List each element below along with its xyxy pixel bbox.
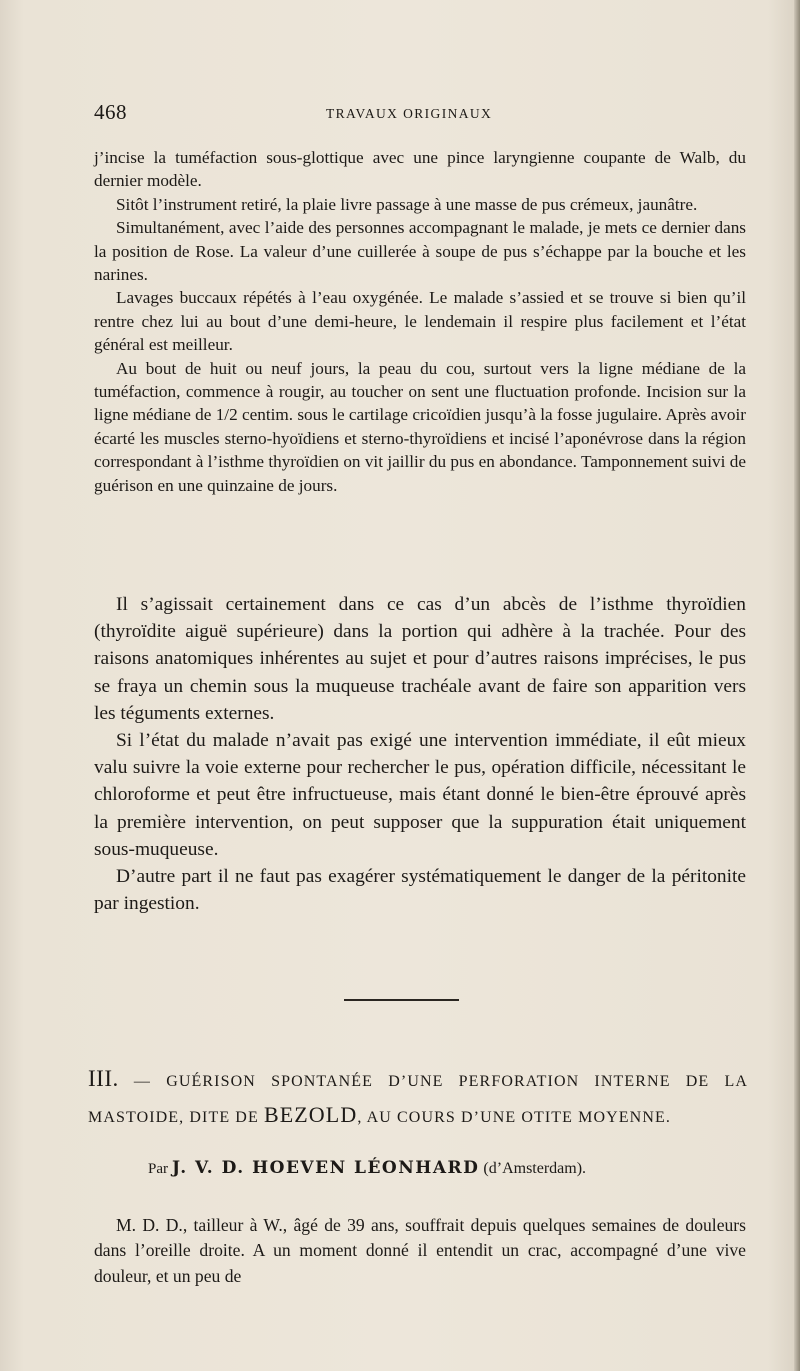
paragraph: Sitôt l’instrument retiré, la plaie livre passage à une masse de pus crémeux, jaunâtre. xyxy=(116,194,698,214)
paragraph: j’incise la tuméfaction sous-glottique avec une pince laryngienne coupante de Walb, du dernier modèle. xyxy=(94,148,746,191)
section-title xyxy=(88,1062,748,1134)
author-byline xyxy=(148,1158,586,1178)
byline-prefix: Par xyxy=(148,1161,168,1177)
paragraph: Il s’agissait certainement dans ce cas d’un abcès de l’isthme thyroïdien (thyroïdite aiguë supérieure) dans la portion qui adhère à la trachée. Pour des raisons anatomiques inhérentes au sujet et pour d’autres raisons imprécises, le pus se fraya un chemin sous la muqueuse trachéale avant de faire son apparition vers les téguments externes. xyxy=(94,594,746,724)
author-name: J. V. D. HOEVEN LÉONHARD xyxy=(172,1158,480,1178)
page-header xyxy=(94,100,746,130)
section-number: III. xyxy=(88,1066,119,1091)
paragraph: Si l’état du malade n’avait pas exigé une intervention immédiate, il eût mieux valu suivre la voie externe pour rechercher le pus, opération difficile, nécessitant le chloroforme et peut être infructueuse, mais étant donné le bien-être éprouvé après la première intervention, on peut supposer que la suppuration était uniquement sous-muqueuse. xyxy=(94,730,746,860)
section-title-text: GUÉRISON SPONTANÉE D’UNE PERFORATION INTERNE DE LA MASTOIDE, DITE DE xyxy=(88,1073,748,1126)
paragraph: Lavages buccaux répétés à l’eau oxygénée. Le malade s’assied et se trouve si bien qu’il rentre chez lui au bout d’une demi-heure, le lendemain il respire plus facilement et l’état général est meilleur. xyxy=(94,288,746,355)
paragraph: Simultanément, avec l’aide des personnes accompagnant le malade, je mets ce dernier dans la position de Rose. La valeur d’une cuillerée à soupe de pus s’échappe par la bouche et les narines. xyxy=(94,218,746,285)
section-title-text-end: , AU COURS D’UNE OTITE MOYENNE. xyxy=(357,1109,671,1126)
section-dash: — xyxy=(118,1073,167,1090)
page-edge-shadow xyxy=(794,0,800,1371)
paragraph: M. D. D., tailleur à W., âgé de 39 ans, souffrait depuis quelques semaines de douleurs dans l’oreille droite. A un moment donné il entendit un crac, accompagné d’une vive douleur, et un peu de xyxy=(94,1215,746,1286)
paragraph: D’autre part il ne faut pas exagérer systématiquement le danger de la péritonite par ingestion. xyxy=(94,866,746,915)
case-text xyxy=(94,1213,746,1289)
case-report-text xyxy=(94,146,746,497)
page-number: 468 xyxy=(94,100,127,124)
running-head: TRAVAUX ORIGINAUX xyxy=(326,106,493,121)
discussion-text xyxy=(94,591,746,917)
section-divider xyxy=(344,999,459,1001)
section-title-name: BEZOLD xyxy=(263,1102,358,1127)
paragraph: Au bout de huit ou neuf jours, la peau du cou, surtout vers la ligne médiane de la tuméfaction, commence à rougir, au toucher on sent une fluctuation profonde. Incision sur la ligne médiane de 1/2 centim. sous le cartilage cricoïdien jusqu’à la fosse jugulaire. Après avoir écarté les muscles sterno-hyoïdiens et sterno-thyroïdiens et incisé l’aponévrose dans la région correspondant à l’isthme thyroïdien on vit jaillir du pus en abondance. Tamponnement suivi de guérison en une quinzaine de jours. xyxy=(94,358,746,495)
author-affiliation: (d’Amsterdam). xyxy=(483,1160,587,1177)
